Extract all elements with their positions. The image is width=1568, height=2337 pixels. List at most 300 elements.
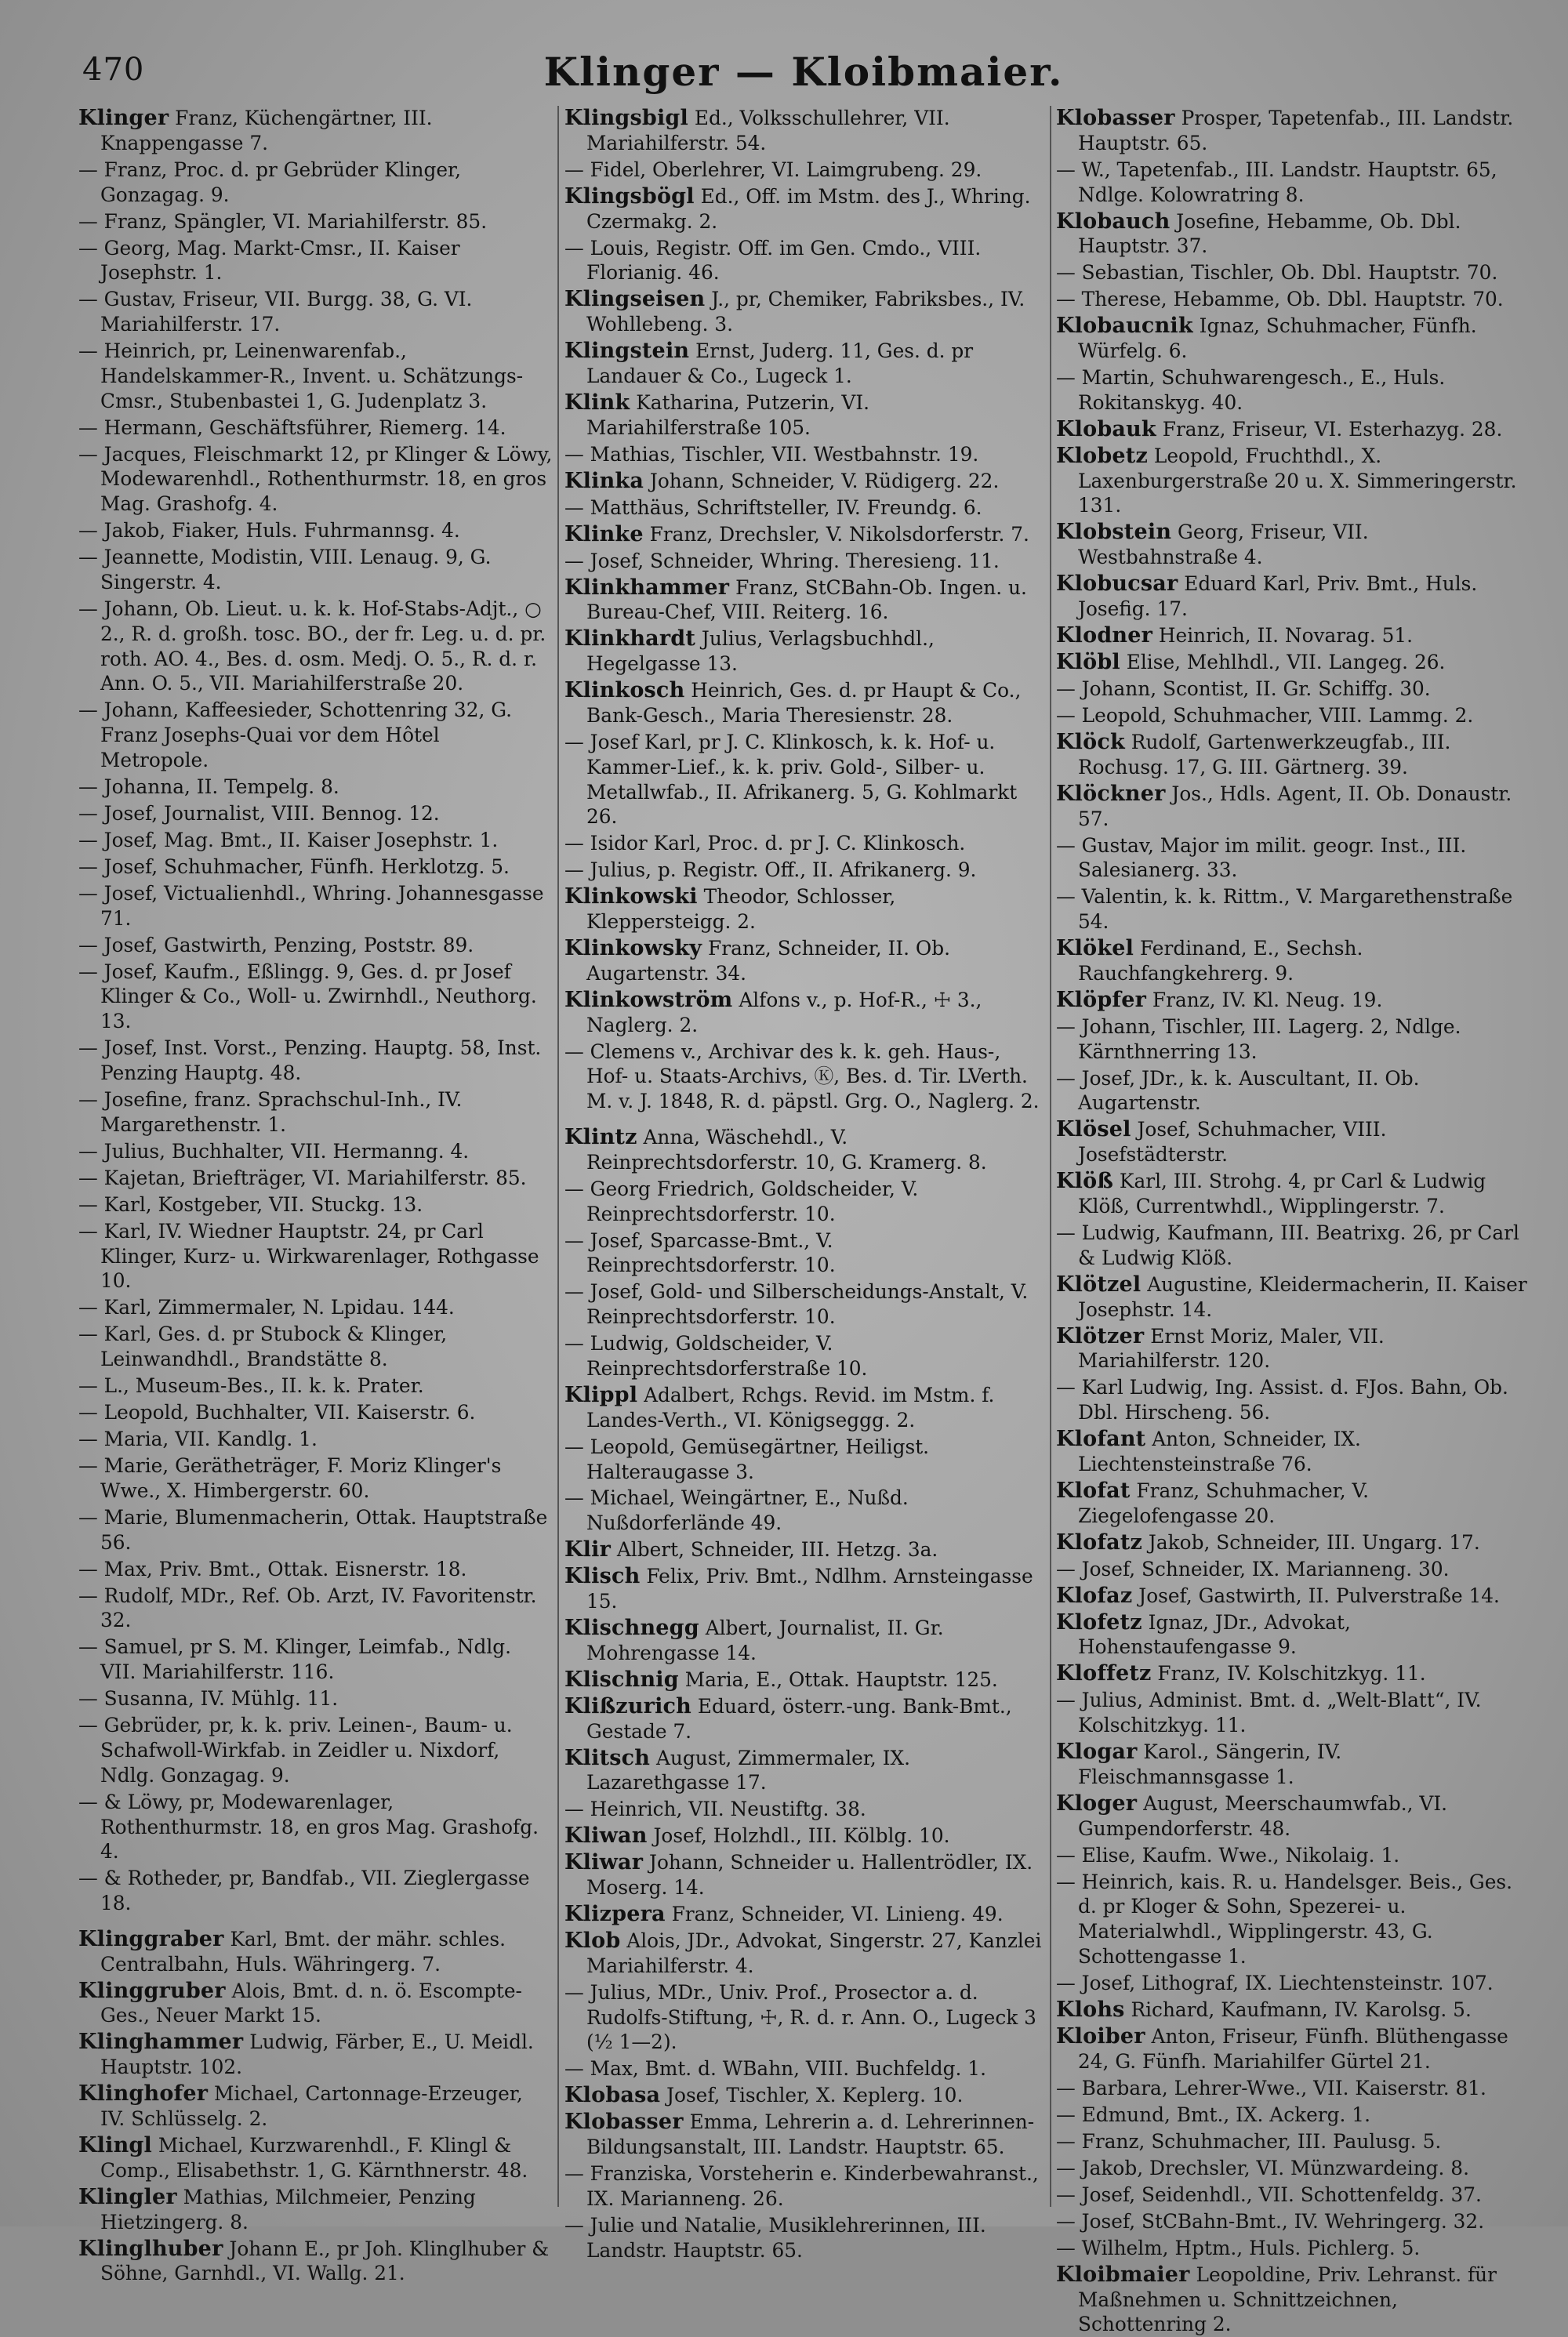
directory-entry [78, 106, 553, 156]
entry-surname: Klötzel [1056, 1272, 1142, 1297]
directory-entry [564, 106, 1044, 156]
entry-surname: Klobasa [564, 2083, 661, 2108]
directory-entry [1056, 782, 1529, 832]
entry-text: — & Löwy, pr, Modewarenlager, Rothenthurmstr. 18, en gros Mag. Grashofg. 4. [78, 1790, 539, 1863]
entry-text: — Fidel, Oberlehrer, VI. Laimgrubeng. 29. [564, 158, 982, 181]
entry-text: Augustine, Kleidermacherin, II. Kaiser Josephstr. 14. [1078, 1272, 1527, 1321]
directory-entry [564, 1125, 1044, 1175]
entry-text: — Marie, Blumenmacherin, Ottak. Hauptstraße 56. [78, 1505, 548, 1554]
entry-text: — Jakob, Fiaker, Huls. Fuhrmannsg. 4. [78, 519, 460, 543]
entry-text: Josef, Schuhmacher, VIII. Josefstädterstr. [1078, 1118, 1387, 1167]
column-divider [557, 106, 559, 2207]
entry-text: Albert, Schneider, III. Hetzg. 3a. [611, 1538, 938, 1562]
directory-entry [1056, 833, 1529, 884]
entry-surname: Klingsbigl [564, 106, 688, 130]
entry-surname: Klisch [564, 1564, 641, 1589]
entry-surname: Klinger [78, 106, 169, 130]
directory-entry [78, 1374, 553, 1399]
directory-entry [78, 1866, 553, 1916]
directory-entry [78, 1036, 553, 1086]
entry-text: Elise, Mehlhdl., VII. Langeg. 26. [1120, 650, 1446, 673]
entry-text: — Heinrich, kais. R. u. Handelsger. Beis., Ges. d. pr Kloger & Sohn, Spezerei- u. Materialwhdl., Wipplingerstr. 43, G. Schottengasse 1. [1056, 1870, 1512, 1969]
entry-surname: Kloffetz [1056, 1661, 1152, 1686]
entry-text: — Josef, Inst. Vorst., Penzing. Hauptg. 58, Inst. Penzing Hauptg. 48. [78, 1036, 542, 1085]
entry-text: August, Zimmermaler, IX. Lazarethgasse 17. [586, 1746, 911, 1794]
entry-text: — Georg Friedrich, Goldscheider, V. Reinprechtsdorferstr. 10. [564, 1177, 919, 1225]
directory-entry [1056, 417, 1529, 442]
directory-entry [564, 1279, 1044, 1330]
page-header [74, 49, 1533, 103]
directory-entry [78, 339, 553, 413]
entry-text: — Josef, Schneider, IX. Marianneng. 30. [1056, 1557, 1450, 1580]
directory-entry [564, 988, 1044, 1038]
entry-text: — Max, Bmt. d. WBahn, VIII. Buchfeldg. 1. [564, 2057, 986, 2081]
entry-surname: Klißzurich [564, 1693, 692, 1718]
entry-text: — Leopold, Schuhmacher, VIII. Lammg. 2. [1056, 703, 1474, 727]
directory-entry [1056, 677, 1529, 702]
directory-entry [78, 1166, 553, 1191]
entry-text: Franz, Drechsler, V. Nikolsdorferstr. 7. [643, 522, 1029, 546]
entry-text: August, Meerschaumwfab., VI. Gumpendorferstr. 48. [1078, 1791, 1448, 1840]
directory-entry [1056, 1221, 1529, 1271]
column-middle [564, 106, 1044, 2262]
entry-text: Alois, Bmt. d. n. ö. Escompte-Ges., Neuer Markt 15. [100, 1979, 522, 2027]
directory-entry [1056, 572, 1529, 622]
directory-entry [78, 1453, 553, 1504]
entry-text: Anna, Wäschehdl., V. Reinprechtsdorferstr. 10, G. Kramerg. 8. [586, 1126, 987, 1174]
entry-text: — Julius, Administ. Bmt. d. „Welt-Blatt“, IV. Kolschitzkyg. 11. [1056, 1689, 1482, 1737]
entry-surname: Kloger [1056, 1791, 1138, 1816]
entry-text: Ignaz, JDr., Advokat, Hohenstaufengasse 9. [1078, 1610, 1351, 1659]
entry-text: — Julius, p. Registr. Off., II. Afrikanerg. 9. [564, 858, 977, 882]
entry-surname: Klofetz [1056, 1609, 1142, 1635]
entry-text: — Josef, Seidenhdl., VII. Schottenfeldg. 37. [1056, 2183, 1482, 2206]
entry-text: Leopold, Fruchthdl., X. Laxenburgerstraße 20 u. X. Simmeringerstr. 131. [1078, 444, 1517, 517]
entry-text: — Barbara, Lehrer-Wwe., VII. Kaiserstr. 81. [1056, 2076, 1486, 2099]
entry-surname: Klobucsar [1056, 572, 1178, 597]
directory-entry [78, 1927, 553, 1977]
directory-entry [564, 1929, 1044, 1979]
entry-text: Karl, Bmt. der mähr. schles. Centralbahn, Huls. Währingerg. 7. [100, 1927, 506, 1976]
entry-text: — Josef Karl, pr J. C. Klinkosch, k. k. Hof- u. Kammer-Lief., k. k. priv. Gold-, Silber- u. Metallwfab., II. Afrikanerg. 5, G. Kohlmarkt 26. [564, 730, 1018, 829]
entry-text: Michael, Cartonnage-Erzeuger, IV. Schlüsselg. 2. [100, 2082, 523, 2131]
entry-text: — Julie und Natalie, Musiklehrerinnen, III. Landstr. Hauptstr. 65. [564, 2213, 986, 2262]
directory-entry [564, 442, 1044, 467]
entry-text: Alfons v., p. Hof-R., ☩ 3., Naglerg. 2. [586, 988, 982, 1036]
directory-entry [1056, 2236, 1529, 2261]
entry-text: — Johann, Scontist, II. Gr. Schiffg. 30. [1056, 677, 1431, 700]
entry-text: — Martin, Schuhwarengesch., E., Huls. Rokitanskyg. 40. [1056, 366, 1446, 414]
directory-entry [1056, 365, 1529, 416]
entry-text: — Hermann, Geschäftsführer, Riemerg. 14. [78, 416, 506, 439]
entry-text: — Josef, StCBahn-Bmt., IV. Wehringerg. 32. [1056, 2209, 1485, 2233]
running-title: Klinger — Kloibmaier. [543, 49, 1064, 95]
directory-entry [1056, 2156, 1529, 2181]
entry-text: — Clemens v., Archivar des k. k. geh. Haus-, Hof- u. Staats-Archivs, Ⓚ, Bes. d. Tir. LVerth. M. v. J. 1848, R. d. päpstl. Grg. O., Naglerg. 2. [564, 1040, 1040, 1113]
entry-surname: Kloibmaier [1056, 2262, 1190, 2287]
entry-text: Theodor, Schlosser, Kleppersteigg. 2. [586, 885, 896, 934]
entry-text: Georg, Friseur, VII. Westbahnstraße 4. [1078, 521, 1369, 569]
directory-entry [1056, 444, 1529, 518]
directory-entry [1056, 1066, 1529, 1116]
entry-text: — Jacques, Fleischmarkt 12, pr Klinger & Löwy, Modewarenhdl., Rothenthurmstr. 18, en gros Mag. Grashofg. 4. [78, 442, 553, 516]
entry-text: — Gustav, Friseur, VII. Burgg. 38, G. VI. Mariahilferstr. 17. [78, 288, 473, 336]
directory-entry [78, 545, 553, 595]
entry-text: — Josef, Gold- und Silberscheidungs-Anstalt, V. Reinprechtsdorferstr. 10. [564, 1280, 1029, 1329]
directory-entry [78, 801, 553, 826]
entry-surname: Klinkhardt [564, 626, 696, 651]
entry-text: Franz, StCBahn-Ob. Ingen. u. Bureau-Chef, VIII. Reiterg. 16. [586, 575, 1027, 624]
entry-surname: Klöbl [1056, 649, 1120, 674]
directory-entry [1056, 703, 1529, 728]
directory-entry [564, 158, 1044, 183]
column-divider [1050, 106, 1051, 2207]
directory-entry [564, 390, 1044, 441]
entry-text: — Julius, Buchhalter, VII. Hermanng. 4. [78, 1139, 470, 1163]
directory-entry [1056, 2024, 1529, 2074]
directory-entry [564, 287, 1044, 337]
entry-surname: Klingstein [564, 339, 690, 364]
directory-entry [564, 2213, 1044, 2263]
entry-surname: Klinka [564, 468, 644, 493]
directory-entry [1056, 623, 1529, 648]
entry-text: — Josef, Sparcasse-Bmt., V. Reinprechtsdorferstr. 10. [564, 1228, 836, 1277]
directory-entry [1056, 1427, 1529, 1477]
directory-entry [564, 1902, 1044, 1927]
directory-entry [564, 1797, 1044, 1822]
entry-text: — Max, Priv. Bmt., Ottak. Eisnerstr. 18. [78, 1557, 467, 1580]
directory-entry [564, 522, 1044, 547]
directory-entry [1056, 314, 1529, 364]
directory-entry [1056, 2209, 1529, 2234]
entry-surname: Klökel [1056, 936, 1134, 961]
directory-entry [564, 884, 1044, 934]
entry-surname: Klizpera [564, 1902, 666, 1927]
entry-text: Emma, Lehrerin a. d. Lehrerinnen-Bildungsanstalt, III. Landstr. Hauptstr. 65. [586, 2110, 1035, 2159]
directory-entry [78, 2185, 553, 2235]
entry-text: — Leopold, Buchhalter, VII. Kaiserstr. 6. [78, 1401, 476, 1424]
entry-text: Karol., Sängerin, IV. Fleischmannsgasse 1. [1078, 1740, 1342, 1788]
entry-text: — Josef, Mag. Bmt., II. Kaiser Josephstr. 1. [78, 828, 499, 851]
directory-entry [564, 1980, 1044, 2055]
directory-entry [1056, 260, 1529, 285]
entry-text: Julius, Verlagsbuchhdl., Hegelgasse 13. [586, 627, 935, 676]
entry-text: — Marie, Gerätheträger, F. Moriz Klinger's Wwe., X. Himbergerstr. 60. [78, 1454, 502, 1502]
entry-text: Ernst Moriz, Maler, VII. Mariahilferstr. 120. [1078, 1324, 1385, 1373]
entry-surname: Klinkosch [564, 678, 685, 703]
directory-entry [78, 1192, 553, 1217]
entry-surname: Klintz [564, 1125, 637, 1150]
entry-surname: Klinglhuber [78, 2236, 223, 2261]
directory-entry [564, 2083, 1044, 2108]
entry-text: — Kajetan, Briefträger, VI. Mariahilferstr. 85. [78, 1166, 527, 1189]
entry-text: Ludwig, Färber, E., U. Meidl. Hauptstr. 102. [100, 2030, 534, 2079]
directory-entry [1056, 1998, 1529, 2023]
entry-surname: Klofant [1056, 1427, 1146, 1452]
entry-text: — Josef, Schuhmacher, Fünfh. Herklotzg. 5. [78, 855, 510, 878]
entry-text: Michael, Kurzwarenhdl., F. Klingl & Comp., Elisabethstr. 1, G. Kärnthnerstr. 48. [100, 2134, 528, 2182]
directory-entry [564, 1564, 1044, 1614]
directory-entry [564, 575, 1044, 626]
directory-entry [78, 1427, 553, 1452]
entry-text: Heinrich, II. Novarag. 51. [1152, 624, 1414, 647]
directory-entry [78, 1635, 553, 1685]
directory-entry [78, 1295, 553, 1320]
entry-text: — Ludwig, Kaufmann, III. Beatrixg. 26, pr Carl & Ludwig Klöß. [1056, 1221, 1519, 1269]
entry-text: — Mathias, Tischler, VII. Westbahnstr. 19. [564, 442, 979, 466]
directory-entry [564, 1228, 1044, 1279]
entry-text: Felix, Priv. Bmt., Ndlhm. Arnsteingasse 15. [586, 1565, 1033, 1613]
directory-entry [1056, 988, 1529, 1013]
entry-surname: Klitsch [564, 1745, 651, 1770]
entry-text: Ed., Off. im Mstm. des J., Whring. Czermakg. 2. [586, 184, 1031, 233]
directory-entry [564, 936, 1044, 986]
entry-surname: Klippl [564, 1382, 638, 1407]
directory-entry [1056, 884, 1529, 934]
entry-text: — Franziska, Vorsteherin e. Kinderbewahranst., IX. Marianneng. 26. [564, 2162, 1039, 2210]
entry-text: Eduard, österr.-ung. Bank-Bmt., Gestade 7. [586, 1694, 1012, 1743]
directory-entry [1056, 2103, 1529, 2128]
entry-surname: Klingseisen [564, 287, 706, 312]
directory-entry [564, 1746, 1044, 1796]
directory-entry [78, 1790, 553, 1864]
entry-text: — Josefine, franz. Sprachschul-Inh., IV. Margarethenstr. 1. [78, 1088, 463, 1136]
entry-text: — Isidor Karl, Proc. d. pr J. C. Klinkosch. [564, 832, 966, 855]
directory-entry [78, 2133, 553, 2183]
entry-surname: Klösel [1056, 1117, 1131, 1142]
entry-surname: Klobstein [1056, 520, 1172, 545]
entry-text: — Edmund, Bmt., IX. Ackerg. 1. [1056, 2103, 1370, 2126]
entry-text: Leopoldine, Priv. Lehranst. für Maßnehmen u. Schnittzeichnen, Schottenring 2. [1078, 2263, 1497, 2336]
entry-surname: Klob [564, 1929, 621, 1954]
entry-text: — Therese, Hebamme, Ob. Dbl. Hauptstr. 70. [1056, 288, 1504, 311]
entry-surname: Klobauk [1056, 416, 1156, 441]
entry-text: — Samuel, pr S. M. Klinger, Leimfab., Ndlg. VII. Mariahilferstr. 116. [78, 1635, 512, 1684]
directory-entry [78, 698, 553, 772]
directory-entry [564, 184, 1044, 234]
entry-text: — Sebastian, Tischler, Ob. Dbl. Hauptstr. 70. [1056, 261, 1498, 285]
entry-surname: Klinggruber [78, 1978, 226, 2003]
entry-text: — Valentin, k. k. Rittm., V. Margarethenstraße 54. [1056, 885, 1513, 934]
column-left [78, 106, 553, 2285]
entry-surname: Klinkhammer [564, 575, 730, 600]
entry-surname: Klinkowski [564, 884, 698, 909]
directory-entry [564, 469, 1044, 494]
directory-entry [78, 881, 553, 931]
entry-surname: Klofaz [1056, 1583, 1133, 1608]
directory-entry [564, 339, 1044, 389]
entry-text: Ernst, Juderg. 11, Ges. d. pr Landauer & Co., Lugeck 1. [586, 339, 974, 387]
directory-entry [1056, 1169, 1529, 1219]
entry-text: — Johann, Ob. Lieut. u. k. k. Hof-Stabs-Adjt., ○ 2., R. d. großh. tosc. BO., der fr. Leg. u. d. pr. roth. AO. 4., Bes. d. osm. Medj. O. 5., R. d. r. Ann. O. 5., VII. Mariahilferstraße 20. [78, 597, 546, 695]
entry-text: — Karl, Ges. d. pr Stubock & Klinger, Leinwandhdl., Brandstätte 8. [78, 1323, 448, 1371]
directory-entry [1056, 1971, 1529, 1996]
directory-entry [78, 855, 553, 880]
directory-entry [564, 1383, 1044, 1433]
directory-entry [78, 2030, 553, 2080]
directory-entry [564, 2056, 1044, 2081]
directory-entry [78, 1505, 553, 1555]
entry-surname: Klinkowsky [564, 936, 702, 961]
directory-entry [564, 1486, 1044, 1536]
entry-surname: Klöß [1056, 1169, 1114, 1194]
entry-surname: Klischnig [564, 1667, 679, 1692]
entry-surname: Klinghofer [78, 2081, 209, 2107]
entry-surname: Klingsbögl [564, 183, 695, 209]
directory-entry [78, 1713, 553, 1787]
directory-entry [564, 1435, 1044, 1485]
directory-entry [564, 2161, 1044, 2212]
directory-entry [78, 209, 553, 234]
entry-text: — Heinrich, VII. Neustiftg. 38. [564, 1798, 866, 1821]
entry-text: Anton, Schneider, IX. Liechtensteinstraße 76. [1078, 1428, 1361, 1475]
directory-entry [78, 158, 553, 208]
directory-entry [78, 1557, 553, 1582]
directory-entry [1056, 1117, 1529, 1167]
entry-text: — Johanna, II. Tempelg. 8. [78, 775, 339, 798]
entry-text: — Wilhelm, Hptm., Huls. Pichlerg. 5. [1056, 2236, 1421, 2259]
entry-text: — Karl, IV. Wiedner Hauptstr. 24, pr Carl Klinger, Kurz- u. Wirkwarenlager, Rothgasse 10. [78, 1219, 539, 1293]
directory-entry [78, 933, 553, 958]
entry-text: Katharina, Putzerin, VI. Mariahilferstraße 105. [586, 390, 870, 439]
entry-text: — Jeannette, Modistin, VIII. Lenaug. 9, G. Singerstr. 4. [78, 546, 492, 594]
directory-entry [78, 1087, 553, 1138]
directory-entry [564, 678, 1044, 728]
entry-text: — Susanna, IV. Mühlg. 11. [78, 1687, 339, 1711]
directory-entry [78, 1322, 553, 1372]
entry-text: Franz, Schuhmacher, V. Ziegelofengasse 20. [1078, 1479, 1370, 1527]
entry-text: Josef, Gastwirth, II. Pulverstraße 14. [1132, 1584, 1500, 1607]
entry-text: — W., Tapetenfab., III. Landstr. Hauptstr. 65, Ndlge. Kolowratring 8. [1056, 158, 1497, 206]
entry-surname: Klötzer [1056, 1323, 1145, 1348]
directory-entry [1056, 1557, 1529, 1582]
entry-surname: Klingl [78, 2133, 152, 2158]
directory-entry [78, 236, 553, 286]
entry-text: — & Rotheder, pr, Bandfab., VII. Zieglergasse 18. [78, 1867, 530, 1915]
directory-entry [78, 416, 553, 441]
directory-entry [1056, 1870, 1529, 1969]
entry-text: Johann, Schneider, V. Rüdigerg. 22. [644, 469, 1000, 492]
entry-text: Franz, Schneider, VI. Linieng. 49. [665, 1903, 1004, 1926]
directory-entry [1056, 2129, 1529, 2154]
entry-surname: Klöpfer [1056, 987, 1147, 1012]
entry-text: Eduard Karl, Priv. Bmt., Huls. Josefig. 17. [1078, 572, 1478, 621]
directory-entry [78, 2237, 553, 2287]
entry-text: Alois, JDr., Advokat, Singerstr. 27, Kanzlei Mariahilferstr. 4. [586, 1929, 1042, 1977]
directory-entry [1056, 287, 1529, 312]
directory-entry [1056, 1791, 1529, 1842]
entry-text: Jos., Hdls. Agent, II. Ob. Donaustr. 57. [1078, 782, 1512, 830]
directory-columns [78, 106, 1529, 2336]
entry-text: — Julius, MDr., Univ. Prof., Prosector a. d. Rudolfs-Stiftung, ☩, R. d. r. Ann. O., Lugeck 3 (½ 1—2). [564, 1980, 1036, 2054]
directory-entry [78, 1139, 553, 1164]
entry-surname: Klofatz [1056, 1530, 1143, 1555]
entry-text: — Johann, Tischler, III. Lagerg. 2, Ndlge. Kärnthnerring 13. [1056, 1014, 1461, 1063]
directory-entry [564, 1177, 1044, 1227]
entry-surname: Klobasser [1056, 106, 1175, 130]
entry-text: — Jakob, Drechsler, VI. Münzwardeing. 8. [1056, 2156, 1469, 2179]
directory-entry [78, 1686, 553, 1711]
entry-text: — Georg, Mag. Markt-Cmsr., II. Kaiser Josephstr. 1. [78, 236, 460, 285]
directory-entry [564, 495, 1044, 521]
entry-text: — Elise, Kaufm. Wwe., Nikolaig. 1. [1056, 1843, 1400, 1867]
entry-text: — Johann, Kaffeesieder, Schottenring 32, G. Franz Josephs-Quai vor dem Hôtel Metropole. [78, 699, 513, 771]
directory-entry [1056, 1688, 1529, 1738]
entry-surname: Kliwan [564, 1824, 648, 1849]
entry-surname: Kloiber [1056, 2024, 1145, 2049]
directory-entry [564, 626, 1044, 677]
entry-text: — Franz, Spängler, VI. Mariahilferstr. 85. [78, 209, 488, 233]
directory-entry [1056, 1014, 1529, 1065]
entry-surname: Klobauch [1056, 209, 1171, 234]
directory-entry [1056, 1740, 1529, 1790]
directory-entry [78, 1584, 553, 1634]
entry-surname: Klischnegg [564, 1616, 699, 1641]
directory-entry [78, 1219, 553, 1294]
entry-text: — Gebrüder, pr, k. k. priv. Leinen-, Baum- u. Schafwoll-Wirkfab. in Zeidler u. Nixdorf, Ndlg. Gonzagag. 9. [78, 1714, 513, 1787]
directory-entry [564, 2110, 1044, 2160]
directory-entry [78, 2081, 553, 2132]
directory-entry [564, 831, 1044, 856]
entry-text: — L., Museum-Bes., II. k. k. Prater. [78, 1374, 424, 1398]
entry-text: Johann, Schneider u. Hallentrödler, IX. Moserg. 14. [586, 1851, 1033, 1900]
entry-text: Heinrich, Ges. d. pr Haupt & Co., Bank-Gesch., Maria Theresienstr. 28. [586, 679, 1022, 727]
directory-entry [1056, 2183, 1529, 2208]
entry-surname: Klinggraber [78, 1926, 224, 1951]
entry-text: — Rudolf, MDr., Ref. Ob. Arzt, IV. Favoritenstr. 32. [78, 1584, 537, 1632]
entry-surname: Klöck [1056, 729, 1125, 754]
directory-entry [564, 858, 1044, 883]
directory-entry [78, 828, 553, 853]
directory-entry [1056, 1661, 1529, 1686]
entry-surname: Klofat [1056, 1478, 1131, 1503]
directory-entry [78, 518, 553, 543]
page-number: 470 [82, 52, 145, 88]
entry-text: Josef, Holzhdl., III. Kölblg. 10. [647, 1824, 950, 1848]
entry-text: — Louis, Registr. Off. im Gen. Cmdo., VIII. Florianig. 46. [564, 236, 982, 285]
entry-text: — Josef, Gastwirth, Penzing, Poststr. 89. [78, 933, 474, 956]
directory-entry [564, 549, 1044, 574]
entry-text: Karl, III. Strohg. 4, pr Carl & Ludwig Klöß, Currentwhdl., Wipplingerstr. 7. [1078, 1170, 1486, 1217]
column-right [1056, 106, 1529, 2336]
directory-entry [1056, 1584, 1529, 1609]
entry-text: — Josef, JDr., k. k. Auscultant, II. Ob. Augartenstr. [1056, 1066, 1420, 1115]
entry-surname: Klobaucnik [1056, 314, 1193, 339]
directory-entry [1056, 106, 1529, 156]
entry-text: — Gustav, Major im milit. geogr. Inst., III. Salesianerg. 33. [1056, 833, 1467, 882]
entry-text: — Karl, Zimmermaler, N. Lpidau. 144. [78, 1296, 455, 1319]
entry-text: — Josef, Lithograf, IX. Liechtensteinstr. 107. [1056, 1972, 1494, 1995]
entry-surname: Klodner [1056, 623, 1153, 648]
directory-entry [1056, 650, 1529, 675]
entry-text: Josefine, Hebamme, Ob. Dbl. Hauptstr. 37. [1078, 209, 1461, 258]
directory-entry [1056, 2076, 1529, 2101]
directory-entry [78, 442, 553, 517]
directory-entry [1056, 1324, 1529, 1374]
directory-entry [1056, 209, 1529, 259]
directory-entry [564, 1537, 1044, 1562]
entry-text: — Karl Ludwig, Ing. Assist. d. FJos. Bahn, Ob. Dbl. Hirscheng. 56. [1056, 1376, 1508, 1424]
entry-text: — Ludwig, Goldscheider, V. Reinprechtsdorferstraße 10. [564, 1332, 868, 1380]
directory-entry [564, 730, 1044, 829]
entry-text: Rudolf, Gartenwerkzeugfab., III. Rochusg. 17, G. III. Gärtnerg. 39. [1078, 730, 1451, 778]
entry-text: Johann E., pr Joh. Klinglhuber & Söhne, Garnhdl., VI. Wallg. 21. [100, 2237, 550, 2285]
entry-surname: Klir [564, 1537, 612, 1562]
entry-text: — Franz, Proc. d. pr Gebrüder Klinger, Gonzagag. 9. [78, 158, 462, 206]
entry-text: Richard, Kaufmann, IV. Karolsg. 5. [1124, 1998, 1472, 2022]
entry-surname: Klinghammer [78, 2030, 244, 2055]
entry-surname: Klink [564, 390, 630, 415]
